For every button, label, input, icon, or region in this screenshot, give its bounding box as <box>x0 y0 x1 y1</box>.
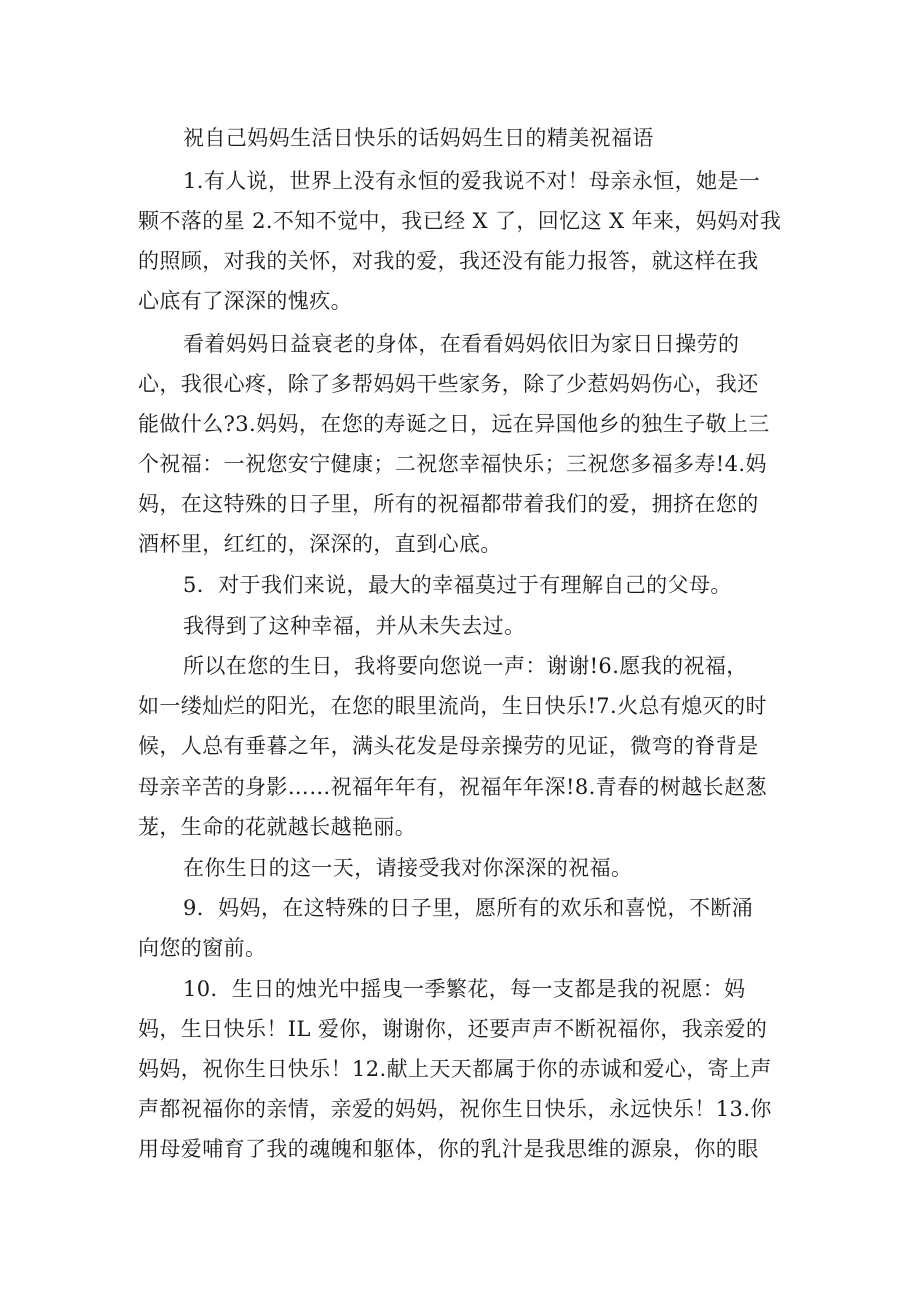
text-line: 心，我很心疼，除了多帮妈妈干些家务，除了少惹妈妈伤心，我还 <box>138 372 759 396</box>
text-line: 1.有人说，世界上没有永恒的爱我说不对！母亲永恒，她是一 <box>183 169 761 193</box>
text-line: 母亲辛苦的身影……祝福年年有，祝福年年深!8.青春的树越长赵葱 <box>138 775 767 799</box>
text-line: 的照顾，对我的关怀，对我的爱，我还没有能力报答，就这样在我 <box>138 249 759 273</box>
text-line: 所以在您的生日，我将要向您说一声：谢谢!6.愿我的祝福， <box>183 654 748 678</box>
text-line: 用母爱哺育了我的魂魄和躯体，你的乳汁是我思维的源泉，你的眼 <box>138 1137 759 1161</box>
text-line: 妈，在这特殊的日子里，所有的祝福都带着我们的爱，拥挤在您的 <box>138 492 759 516</box>
text-line: 10．生日的烛光中摇曳一季繁花，每一支都是我的祝愿：妈 <box>183 977 746 1001</box>
text-line: 如一缕灿烂的阳光，在您的眼里流尚，生日快乐!7.火总有熄灭的时 <box>138 694 767 718</box>
text-line: 看着妈妈日益衰老的身体，在看看妈妈依旧为家日日操劳的 <box>183 332 740 356</box>
text-line: 颗不落的星 2.不知不觉中，我已经 X 了，回忆这 X 年来，妈妈对我 <box>138 209 782 233</box>
text-line: 心底有了深深的愧疚。 <box>138 289 352 313</box>
text-line: 在你生日的这一天，请接受我对你深深的祝福。 <box>183 856 633 880</box>
text-line: 声都祝福你的亲情，亲爱的妈妈，祝你生日快乐，永远快乐！13.你 <box>138 1097 772 1121</box>
text-line: 向您的窗前。 <box>138 936 267 960</box>
text-line: 酒杯里，红红的，深深的，直到心底。 <box>138 532 502 556</box>
document-title: 祝自己妈妈生活日快乐的话妈妈生日的精美祝福语 <box>183 126 654 150</box>
text-line: 9．妈妈，在这特殊的日子里，愿所有的欢乐和喜悦，不断涌 <box>183 896 754 920</box>
text-line: 5．对于我们来说，最大的幸福莫过于有理解自己的父母。 <box>183 573 732 597</box>
text-line: 候，人总有垂暮之年，满头花发是母亲操劳的见证，微弯的脊背是 <box>138 734 759 758</box>
text-line: 茏，生命的花就越长越艳丽。 <box>138 815 417 839</box>
text-line: 妈，生日快乐！IL 爱你，谢谢你，还要声声不断祝福你，我亲爱的 <box>138 1017 768 1041</box>
text-line: 妈妈，祝你生日快乐！12.献上天天都属于你的赤诚和爱心，寄上声 <box>138 1057 772 1081</box>
text-line: 能做什么?3.妈妈，在您的寿诞之日，远在异国他乡的独生子敬上三 <box>138 412 770 436</box>
text-line: 我得到了这种幸福，并从未失去过。 <box>183 614 526 638</box>
text-line: 个祝福：一祝您安宁健康；二祝您幸福快乐；三祝您多福多寿!4.妈 <box>138 452 767 476</box>
